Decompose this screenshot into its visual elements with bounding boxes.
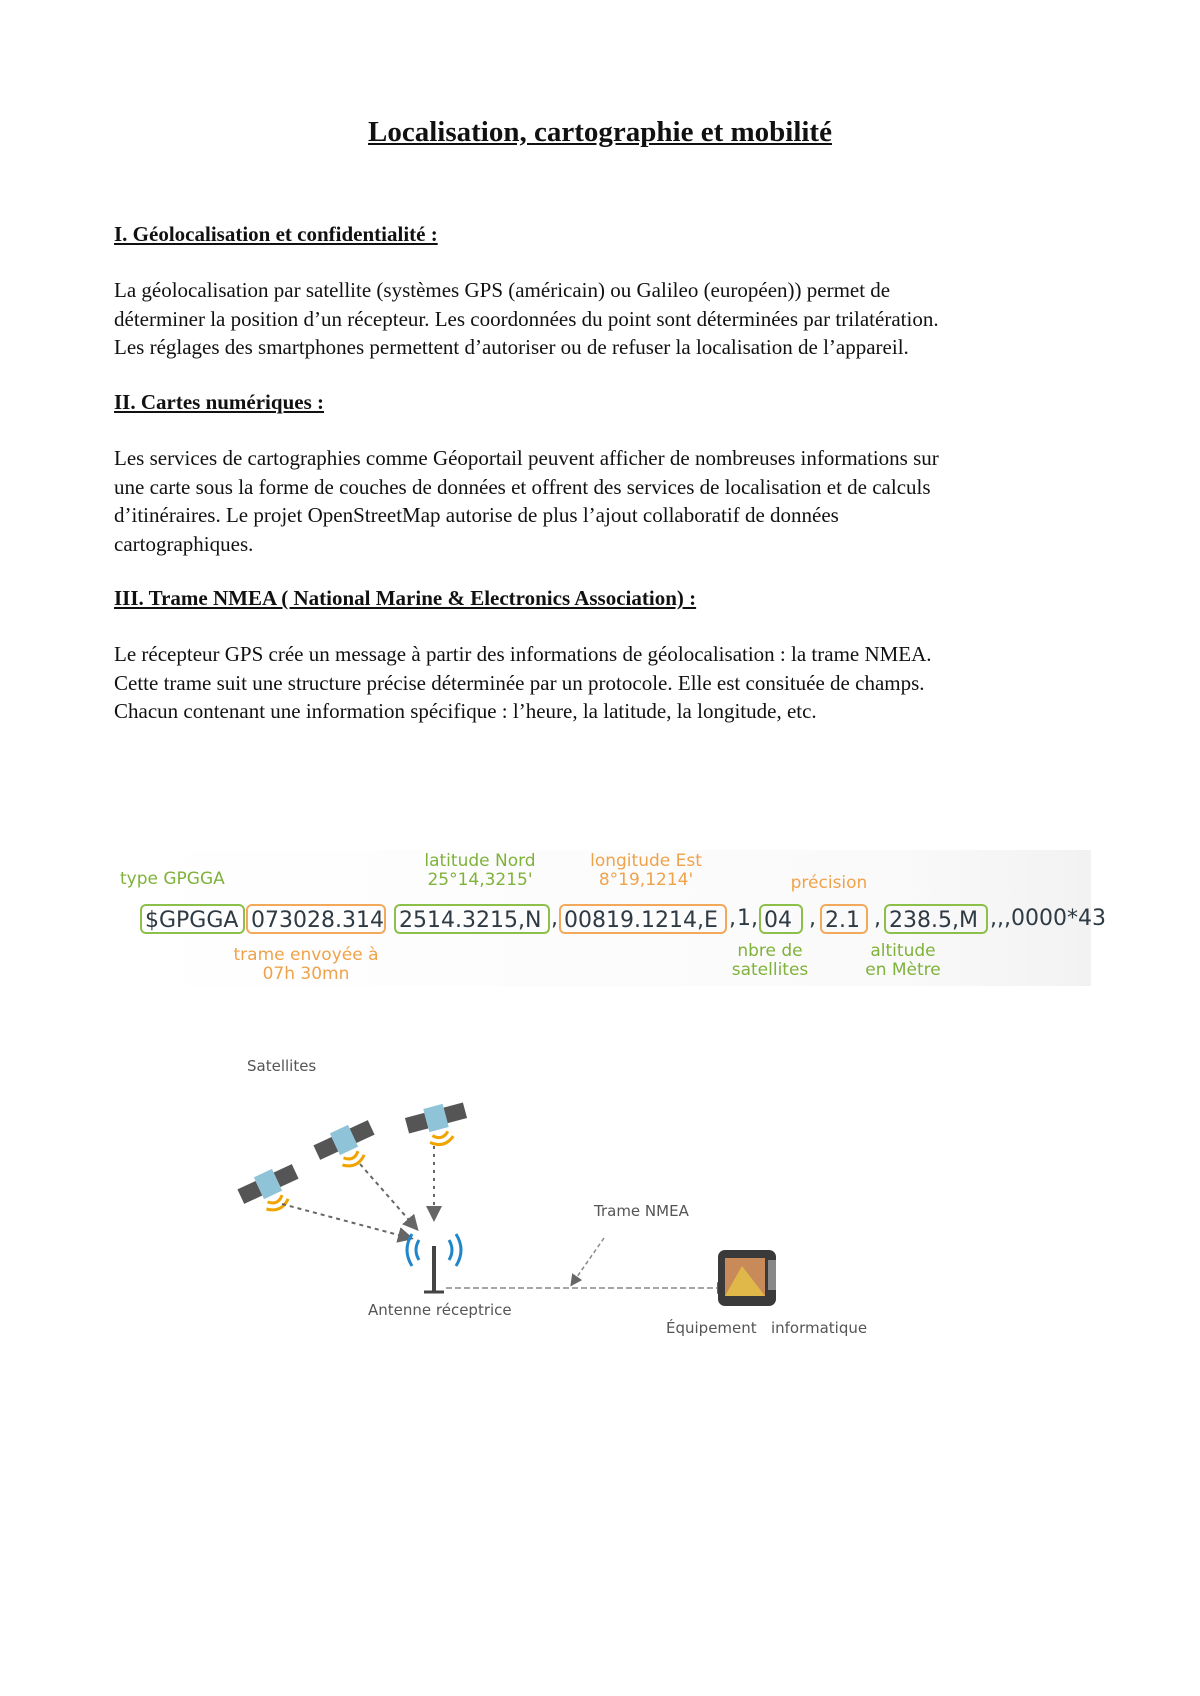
time-label — [206, 946, 406, 984]
satellite-icon — [312, 1116, 383, 1177]
paragraph-line: déterminer la position d’un récepteur. Les coordonnées du point sont déterminées par trilatération. — [114, 306, 939, 331]
latitude-label — [400, 852, 560, 890]
satellite-icon — [236, 1160, 307, 1221]
comma: , — [809, 906, 816, 931]
antenna-icon — [407, 1234, 461, 1292]
gps-diagram-drawing — [220, 1060, 940, 1350]
satellite-icon — [404, 1099, 472, 1152]
satellites-label: Satellites — [247, 1057, 317, 1075]
satellites-count-label-line: nbre de — [737, 941, 803, 961]
field-time: 073028.314 — [246, 904, 386, 934]
paragraph-line: d’itinéraires. Le projet OpenStreetMap autorise de plus l’ajout collaboratif de données — [114, 503, 839, 527]
field-type: $GPGGA — [140, 904, 245, 934]
section-1-heading: I. Géolocalisation et confidentialité : — [114, 222, 438, 246]
section-2-paragraph — [114, 444, 1104, 558]
type-label: type GPGGA — [120, 869, 225, 889]
satellites-count-label-line: satellites — [731, 960, 809, 980]
paragraph-line: une carte sous la forme de couches de données et offrent des services de localisation et de calculs — [114, 474, 931, 499]
longitude-label — [566, 852, 726, 890]
altitude-label-line: altitude — [870, 941, 936, 961]
comma: , — [551, 906, 558, 931]
satellites-count-label — [710, 942, 830, 980]
field-precision: 2.1 — [820, 904, 868, 934]
section-2-heading: II. Cartes numériques : — [114, 390, 324, 414]
gps-diagram — [220, 1057, 940, 1350]
antenna-label: Antenne réceptrice — [368, 1301, 512, 1319]
paragraph-line: La géolocalisation par satellite (systèmes GPS (américain) ou Galileo (européen)) permet de — [114, 278, 891, 302]
paragraph-line: Chacun contenant une information spécifique : l’heure, la latitude, la longitude, etc. — [114, 699, 817, 723]
field-altitude: 238.5,M — [884, 904, 988, 934]
paragraph-line: cartographiques. — [114, 531, 254, 556]
page-title: Localisation, cartographie et mobilité — [368, 116, 832, 148]
precision-label: précision — [790, 873, 868, 893]
comma: , — [874, 906, 881, 931]
paragraph-line: Les services de cartographies comme Géoportail peuvent afficher de nombreuses informations sur — [114, 446, 939, 470]
field-latitude: 2514.3215,N — [394, 904, 550, 934]
section-1-paragraph — [114, 276, 1104, 362]
field-satellites: 04 — [759, 904, 803, 934]
section-3-heading: III. Trame NMEA ( National Marine & Electronics Association) : — [114, 586, 697, 610]
comma: , — [729, 906, 736, 931]
longitude-label-line: 8°19,1214' — [598, 870, 694, 890]
altitude-label-line: en Mètre — [865, 960, 941, 980]
time-label-line: 07h 30mn — [262, 964, 350, 984]
comma: , — [751, 906, 758, 931]
trame-nmea-label: Trame NMEA — [594, 1202, 689, 1220]
paragraph-line: Cette trame suit une structure précise déterminée par un protocole. Elle est consituée de champs. — [114, 670, 925, 695]
longitude-label-line: longitude Est — [590, 851, 702, 871]
field-longitude: 00819.1214,E — [559, 904, 727, 934]
field-tail: ,,,0000*43 — [990, 906, 1106, 931]
altitude-label — [848, 942, 958, 980]
time-label-line: trame envoyée à — [233, 945, 379, 965]
latitude-label-line: latitude Nord — [424, 851, 536, 871]
field-fix: 1 — [737, 906, 751, 931]
paragraph-line: Les réglages des smartphones permettent d’autoriser ou de refuser la localisation de l’appareil. — [114, 335, 909, 359]
paragraph-line: Le récepteur GPS crée un message à partir des informations de géolocalisation : la trame NMEA. — [114, 642, 932, 666]
section-3-paragraph — [114, 640, 1104, 726]
gps-device-icon — [718, 1250, 776, 1306]
latitude-label-line: 25°14,3215' — [427, 870, 533, 890]
equipment-label: Équipement informatique — [666, 1319, 868, 1337]
